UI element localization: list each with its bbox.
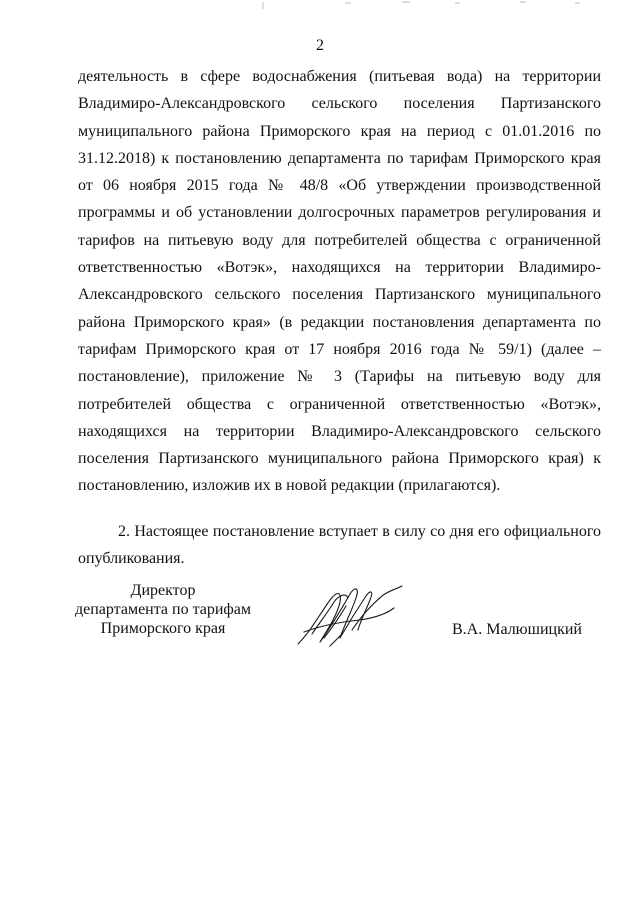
body-paragraph-1: деятельность в сфере водоснабжения (питьевая вода) на территории Владимиро-Александровского сельского поселения Партизанского муниципального района Приморского края на период с 01.01.2016 по 31.12.2018) к постановлению департамента по тарифам Приморского края от 06 ноября 2015 года № 48/8 «Об утверждении производственной программы и об установлении долгосрочных параметров регулирования и тарифов на питьевую воду для потребителей общества с ограниченной ответственностью «Вотэк», находящихся на территории Владимиро-Александровского сельского поселения Партизанского муниципального района Приморского края» (в редакции постановления департамента по тарифам Приморского края от 17 ноября 2016 года № 59/1) (далее – постановление), приложение № 3 (Тарифы на питьевую воду для потребителей общества с ограниченной ответственностью «Вотэк», находящихся на территории Владимиро-Александровского сельского поселения Партизанского муниципального района Приморского края) к постановлению, изложив их в новой редакции (прилагаются). — [78, 68, 601, 495]
handwritten-signature — [290, 572, 410, 652]
body-paragraph-2: 2. Настоящее постановление вступает в силу со дня его официального опубликования. — [78, 522, 601, 568]
signatory-name: В.А. Малюшицкий — [452, 621, 582, 638]
signatory-title-line-3: Приморского края — [100, 620, 226, 637]
document-body — [78, 63, 601, 572]
signatory-title-line-2: департамента по тарифам — [74, 601, 252, 618]
scan-edge-marks — [0, 0, 640, 14]
signatory-title-line-1: Директор — [130, 582, 196, 599]
signatory-title — [68, 581, 258, 638]
page-number: 2 — [316, 37, 324, 54]
